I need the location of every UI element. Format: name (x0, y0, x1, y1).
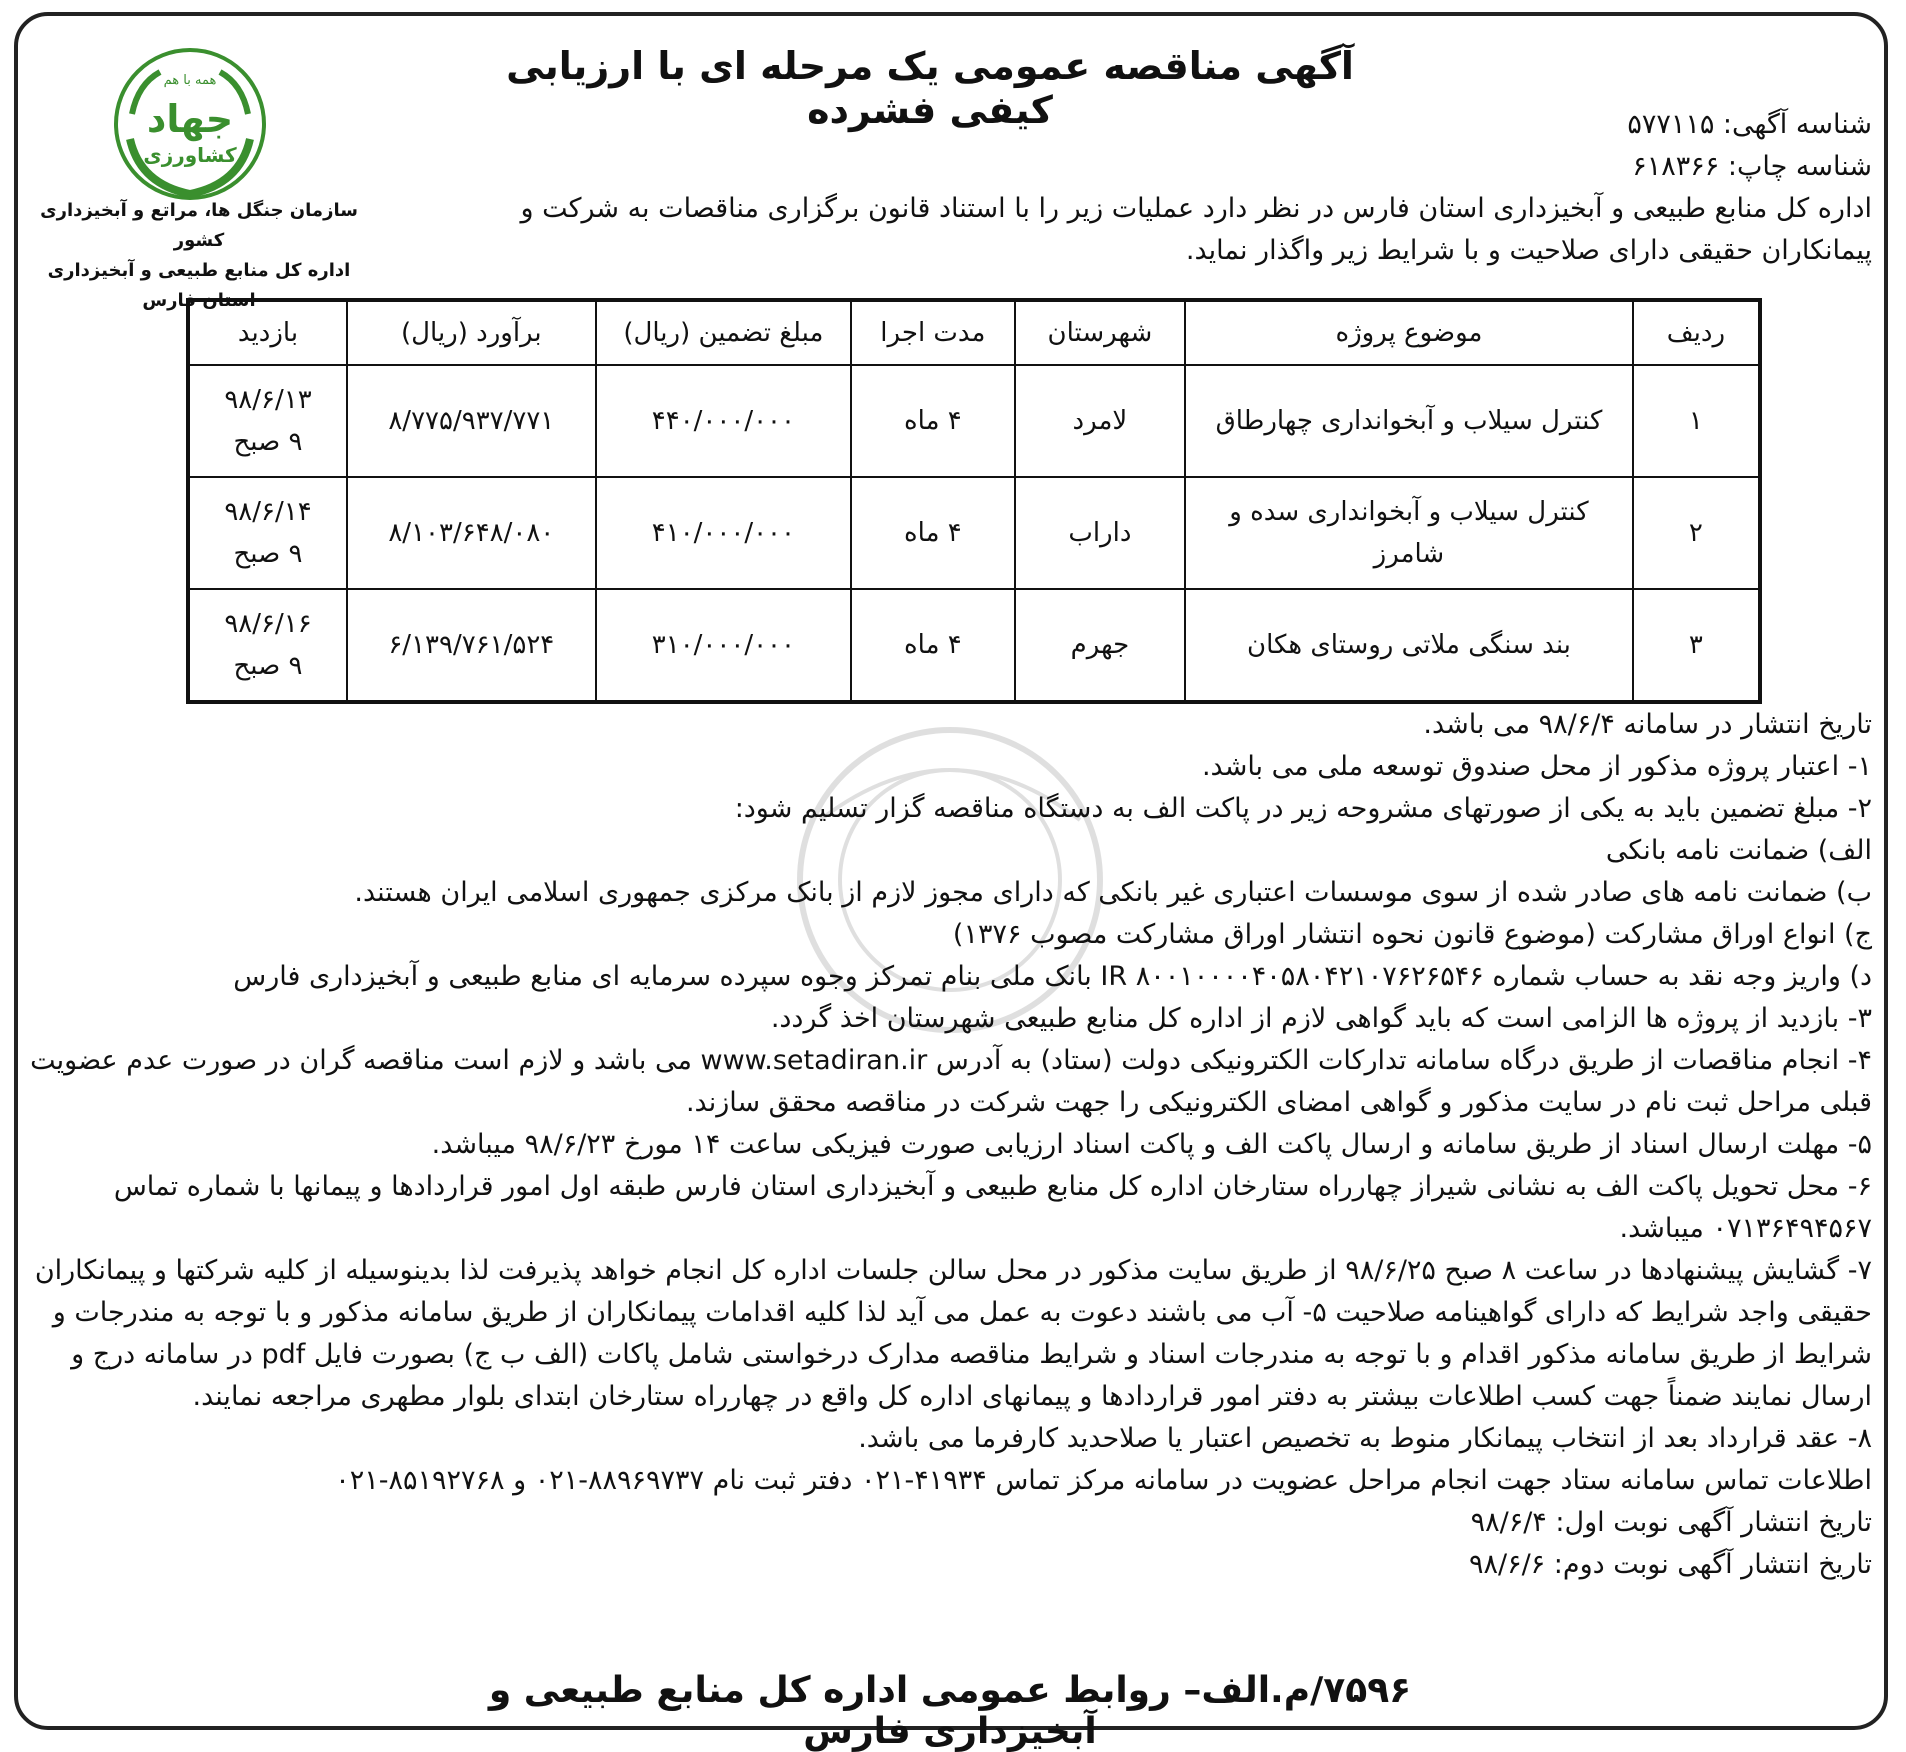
note-2-c: ج) انواع اوراق مشارکت (موضوع قانون نحوه انتشار اوراق مشارکت مصوب ۱۳۷۶) (952, 919, 1872, 950)
svg-text:کشاورزی: کشاورزی (143, 143, 237, 167)
first-publication-date: تاریخ انتشار آگهی نوبت اول: ۹۸/۶/۴ (1470, 1507, 1872, 1538)
cell-visit (188, 589, 347, 702)
note-3: ۳- بازدید از پروژه ها الزامی است که باید گواهی لازم از اداره کل منابع طبیعی شهرستان اخذ گردد. (770, 1003, 1872, 1034)
cell-row-number: ۱ (1633, 365, 1760, 477)
org-line-2: اداره کل منابع طبیعی و آبخیزداری استان فارس (47, 260, 351, 311)
note-6: ۶- محل تحویل پاکت الف به نشانی شیراز چهارراه ستارخان اداره کل منابع طبیعی و آبخیزداری استان فارس طبقه اول امور قراردادها و پیمانها با شماره تماس ۰۷۱۳۶۴۹۴۵۶۷ میباشد. (113, 1171, 1872, 1244)
footer-signature: ۷۵۹۶/م.الف– روابط عمومی اداره کل منابع طبیعی و آبخیزداری فارس (488, 1670, 1412, 1752)
note-4: ۴- انجام مناقصات از طریق درگاه سامانه تدارکات الکترونیکی دولت (ستاد) به آدرس www.setadiran.ir می باشد و لازم است مناقصه گران در صورت عدم عضویت قبلی مراحل ثبت نام در سایت مذکور و گواهی امضای الکترونیکی را جهت شرکت در مناقصه محقق سازند. (30, 1045, 1872, 1118)
cell-guarantee: ۳۱۰/۰۰۰/۰۰۰ (596, 589, 851, 702)
cell-city: لامرد (1015, 365, 1185, 477)
visit-date: ۹۸/۶/۱۶ (224, 609, 312, 639)
contact-info: اطلاعات تماس سامانه ستاد جهت انجام مراحل عضویت در سامانه مرکز تماس ۴۱۹۳۴-۰۲۱ دفتر ثبت نام ۸۸۹۶۹۷۳۷-۰۲۱ و ۸۵۱۹۲۷۶۸-۰۲۱ (335, 1465, 1872, 1496)
cell-subject: کنترل سیلاب و آبخوانداری سده و شامرز (1185, 477, 1633, 589)
table-row (188, 365, 1760, 477)
note-2-a: الف) ضمانت نامه بانکی (1605, 835, 1872, 866)
cell-city: جهرم (1015, 589, 1185, 702)
cell-city: داراب (1015, 477, 1185, 589)
cell-estimate: ۸/۱۰۳/۶۴۸/۰۸۰ (347, 477, 596, 589)
jahad-keshavarzi-logo-icon (110, 44, 270, 204)
cell-duration: ۴ ماه (851, 365, 1015, 477)
visit-time: ۹ صبح (233, 427, 303, 457)
header-guarantee: مبلغ تضمین (ریال) (596, 300, 851, 365)
cell-visit (188, 477, 347, 589)
cell-subject: بند سنگی ملاتی روستای هکان (1185, 589, 1633, 702)
cell-visit (188, 365, 347, 477)
projects-table (186, 298, 1762, 704)
ad-meta (422, 104, 1872, 272)
intro-paragraph: اداره کل منابع طبیعی و آبخیزداری استان فارس در نظر دارد عملیات زیر را با استناد قانون برگزاری مناقصات به شرکت و پیمانکاران حقیقی دارای صلاحیت و با شرایط زیر واگذار نماید. (520, 193, 1872, 266)
visit-time: ۹ صبح (233, 651, 303, 681)
cell-row-number: ۳ (1633, 589, 1760, 702)
header-estimate: برآورد (ریال) (347, 300, 596, 365)
publish-date-note: تاریخ انتشار در سامانه ۹۸/۶/۴ می باشد. (1423, 709, 1872, 740)
print-id: شناسه چاپ: ۶۱۸۳۶۶ (1632, 151, 1872, 182)
ad-id: شناسه آگهی: ۵۷۷۱۱۵ (1627, 109, 1872, 140)
header-duration: مدت اجرا (851, 300, 1015, 365)
note-2: ۲- مبلغ تضمین باید به یکی از صورتهای مشروحه زیر در پاکت الف به دستگاه مناقصه گزار تسلیم شود: (734, 793, 1872, 824)
notes-section (24, 704, 1872, 1586)
table-row (188, 589, 1760, 702)
note-2-d: د) واریز وجه نقد به حساب شماره IR ۸۰۰۱۰۰۰۰۴۰۵۸۰۴۲۱۰۷۶۲۶۵۴۶ بانک ملی بنام تمرکز وجوه سپرده سرمایه ای منابع طبیعی و آبخیزداری فارس (233, 961, 1872, 992)
header-city: شهرستان (1015, 300, 1185, 365)
visit-time: ۹ صبح (233, 539, 303, 569)
note-1: ۱- اعتبار پروژه مذکور از محل صندوق توسعه ملی می باشد. (1201, 751, 1872, 782)
cell-subject: کنترل سیلاب و آبخوانداری چهارطاق (1185, 365, 1633, 477)
header-row-number: ردیف (1633, 300, 1760, 365)
svg-text:جهاد: جهاد (146, 97, 234, 141)
cell-duration: ۴ ماه (851, 477, 1015, 589)
visit-date: ۹۸/۶/۱۴ (224, 497, 312, 527)
visit-date: ۹۸/۶/۱۳ (224, 385, 312, 415)
header-visit: بازدید (188, 300, 347, 365)
note-5: ۵- مهلت ارسال اسناد از طریق سامانه و ارسال پاکت الف و پاکت اسناد ارزیابی صورت فیزیکی ساعت ۱۴ مورخ ۹۸/۶/۲۳ میباشد. (431, 1129, 1872, 1160)
note-7: ۷- گشایش پیشنهادها در ساعت ۸ صبح ۹۸/۶/۲۵ از طریق سایت مذکور در محل سالن جلسات اداره کل انجام خواهد پذیرفت لذا بدینوسیله از کلیه شرکتها و پیمانکاران حقیقی واجد شرایط که دارای گواهینامه صلاحیت ۵- آب می باشند دعوت به عمل می آید لذا کلیه اقدامات پیمانکاران از طریق سامانه مذکور و با توجه به مندرجات و شرایط از طریق سامانه مذکور اقدام و با توجه به مندرجات اسناد و شرایط مناقصه مدارک درخواستی شامل پاکات (الف ب ج) بصورت فایل pdf در سامانه درج و ارسال نمایند ضمناً جهت کسب اطلاعات بیشتر به دفتر امور قراردادها و پیمانهای اداره کل واقع در چهارراه ستارخان ابتدای بلوار مطهری مراجعه نمایند. (34, 1255, 1872, 1412)
cell-row-number: ۲ (1633, 477, 1760, 589)
cell-duration: ۴ ماه (851, 589, 1015, 702)
note-2-b: ب) ضمانت نامه های صادر شده از سوی موسسات اعتباری غیر بانکی که دارای مجوز لازم از بانک مرکزی جمهوری اسلامی ایران هستند. (354, 877, 1872, 908)
second-publication-date: تاریخ انتشار آگهی نوبت دوم: ۹۸/۶/۶ (1468, 1549, 1872, 1580)
cell-guarantee: ۴۴۰/۰۰۰/۰۰۰ (596, 365, 851, 477)
svg-text:همه با هم: همه با هم (163, 73, 217, 88)
table-row (188, 477, 1760, 589)
org-line-1: سازمان جنگل ها، مراتع و آبخیزداری کشور (40, 200, 358, 251)
header-subject: موضوع پروژه (1185, 300, 1633, 365)
cell-estimate: ۸/۷۷۵/۹۳۷/۷۷۱ (347, 365, 596, 477)
table-header-row (188, 300, 1760, 365)
cell-guarantee: ۴۱۰/۰۰۰/۰۰۰ (596, 477, 851, 589)
note-8: ۸- عقد قرارداد بعد از انتخاب پیمانکار منوط به تخصیص اعتبار یا صلاحدید کارفرما می باشد. (858, 1423, 1872, 1454)
cell-estimate: ۶/۱۳۹/۷۶۱/۵۲۴ (347, 589, 596, 702)
ad-title: آگهی مناقصه عمومی یک مرحله ای با ارزیابی کیفی فشرده (506, 44, 1354, 132)
